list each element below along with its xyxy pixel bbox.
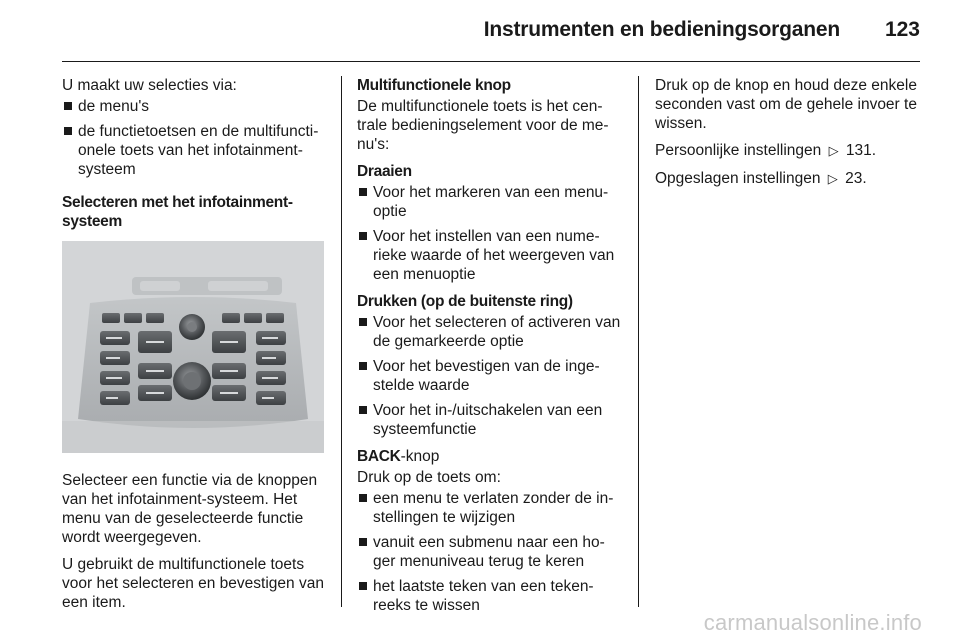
triangle-reference-icon: ▷ bbox=[828, 144, 839, 159]
page-title: Instrumenten en bedieningsorganen bbox=[483, 18, 840, 41]
list-item: Voor het markeren van een menu-optie bbox=[357, 183, 623, 221]
square-bullet-icon bbox=[64, 102, 72, 110]
square-bullet-icon bbox=[359, 232, 367, 240]
square-bullet-icon bbox=[64, 127, 72, 135]
subheading-turn: Draaien bbox=[357, 163, 412, 180]
list-item: Voor het instellen van een nume-rieke waarde of het weergeven van een menuoptie bbox=[357, 227, 623, 284]
page-header bbox=[62, 18, 920, 62]
back-intro: Druk op de toets om: bbox=[357, 469, 501, 486]
body-paragraph: De multifunctionele toets is het cen-trale bedieningselement voor de me-nu's: bbox=[357, 98, 609, 153]
list-item: een menu te verlaten zonder de in-stellingen te wijzigen bbox=[357, 489, 623, 527]
list-item: de functietoetsen en de multifuncti-onele toets van het infotainment-systeem bbox=[62, 122, 326, 179]
subheading-press: Drukken (op de buitenste ring) bbox=[357, 293, 573, 310]
section-heading: Selecteren met het infotainment-systeem bbox=[62, 194, 293, 230]
header-divider bbox=[62, 61, 920, 62]
square-bullet-icon bbox=[359, 406, 367, 414]
intro-text: U maakt uw selecties via: bbox=[62, 77, 237, 94]
body-paragraph: Selecteer een functie via de knoppen van het infotainment-systeem. Het menu van de geselecteerde functie wordt weergegeven. bbox=[62, 472, 318, 546]
list-item: Voor het selecteren of activeren van de gemarkeerde optie bbox=[357, 313, 623, 351]
list-item: de menu's bbox=[62, 97, 326, 116]
square-bullet-icon bbox=[359, 362, 367, 370]
page-number: 123 bbox=[884, 18, 920, 41]
list-item: het laatste teken van een teken-reeks te wissen bbox=[357, 577, 623, 615]
list-item: Voor het bevestigen van de inge-stelde waarde bbox=[357, 357, 623, 395]
section-heading: Multifunctionele knop bbox=[357, 77, 511, 94]
cross-reference[interactable]: Persoonlijke instellingen ▷ 131. bbox=[655, 142, 877, 159]
square-bullet-icon bbox=[359, 494, 367, 502]
watermark: carmanualsonline.info bbox=[703, 610, 922, 635]
turn-list bbox=[357, 183, 623, 284]
square-bullet-icon bbox=[359, 188, 367, 196]
column-divider-2 bbox=[638, 76, 639, 607]
square-bullet-icon bbox=[359, 318, 367, 326]
column-divider-1 bbox=[341, 76, 342, 607]
list-item: Voor het in-/uitschakelen van een systeemfunctie bbox=[357, 401, 623, 439]
column-1 bbox=[62, 76, 326, 620]
square-bullet-icon bbox=[359, 582, 367, 590]
column-2 bbox=[357, 76, 623, 623]
intro-list bbox=[62, 97, 326, 179]
triangle-reference-icon: ▷ bbox=[827, 172, 838, 187]
press-list bbox=[357, 313, 623, 439]
back-button-heading: BACK-knop bbox=[357, 448, 440, 465]
list-item: vanuit een submenu naar een ho-ger menuniveau terug te keren bbox=[357, 533, 623, 571]
cross-reference[interactable]: Opgeslagen instellingen ▷ 23. bbox=[655, 170, 867, 187]
back-list bbox=[357, 489, 623, 615]
column-3 bbox=[655, 76, 923, 197]
body-paragraph: U gebruikt de multifunctionele toets voor het selecteren en bevestigen van een item. bbox=[62, 556, 324, 611]
infotainment-panel-photo bbox=[62, 241, 324, 453]
body-paragraph: Druk op de knop en houd deze enkele seconden vast om de gehele invoer te wissen. bbox=[655, 77, 917, 132]
square-bullet-icon bbox=[359, 538, 367, 546]
